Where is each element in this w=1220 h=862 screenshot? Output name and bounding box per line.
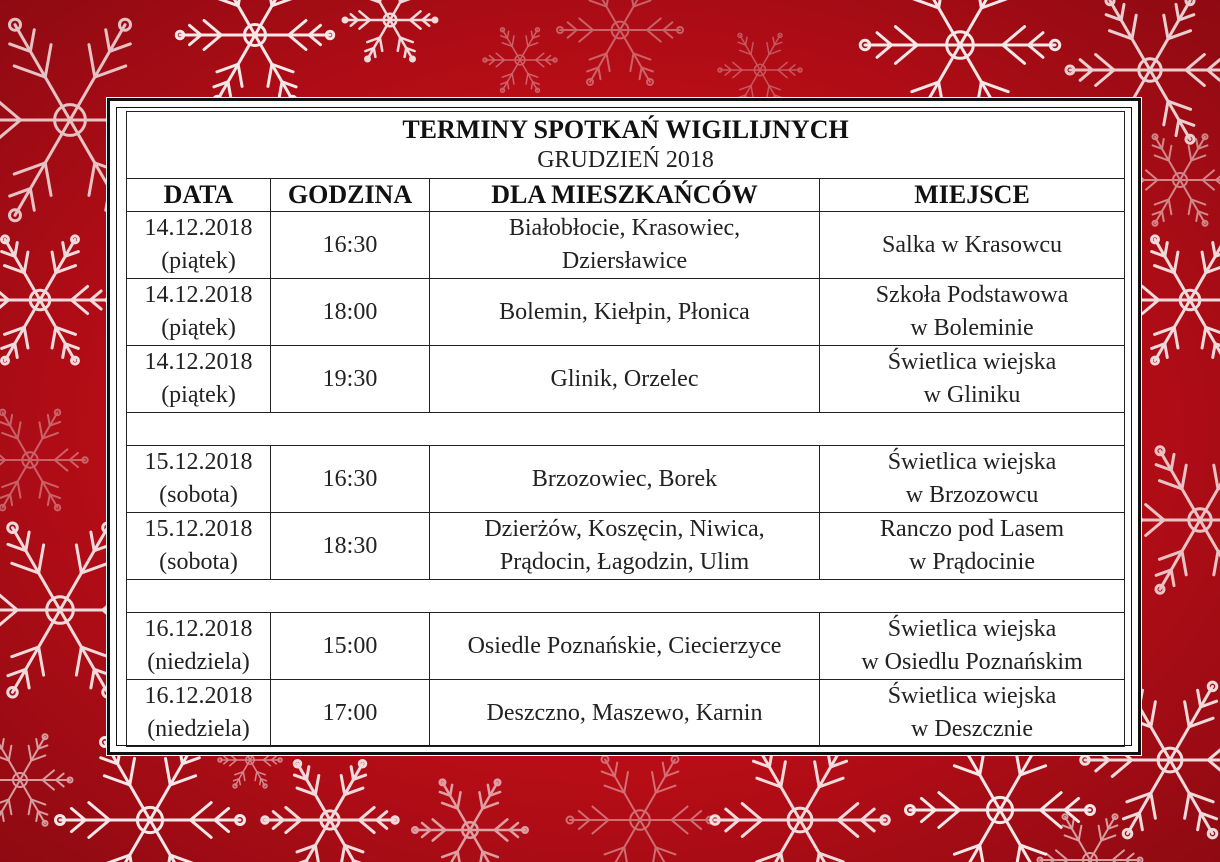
residents-cell	[430, 613, 820, 680]
header-miejsce: MIEJSCE	[820, 179, 1125, 212]
schedule-card	[107, 98, 1141, 755]
date-cell	[127, 279, 271, 346]
place-text: Świetlica wiejska	[887, 449, 1057, 475]
snowflake-icon	[0, 410, 88, 511]
residents-text: Białobłocie, Krasowiec,	[508, 215, 741, 241]
residents-cell	[430, 513, 820, 580]
time-cell	[271, 279, 430, 346]
page-subtitle: GRUDZIEŃ 2018	[537, 147, 714, 173]
snowflake-icon	[412, 780, 528, 862]
place-cell	[820, 212, 1125, 279]
time-text: 17:00	[322, 699, 378, 726]
snowflake-icon	[56, 738, 245, 862]
place-cell	[820, 680, 1125, 747]
place-text: Salka w Krasowcu	[882, 231, 1062, 258]
place-cell	[820, 513, 1125, 580]
date-text: 16.12.2018	[144, 616, 253, 642]
date-text: 14.12.2018	[144, 215, 253, 241]
weekday-text: (niedziela)	[147, 716, 250, 742]
snowflake-icon	[557, 0, 683, 85]
place-text-line2: w Deszcznie	[911, 716, 1033, 742]
date-text: 15.12.2018	[144, 449, 253, 475]
residents-text: Dzierżów, Koszęcin, Niwica,	[484, 516, 765, 542]
date-text: 15.12.2018	[144, 516, 253, 542]
time-cell	[271, 446, 430, 513]
snowflake-icon	[567, 756, 714, 862]
snowflake-icon	[176, 0, 334, 104]
snowflake-icon	[0, 236, 114, 364]
residents-text: Glinik, Orzelec	[550, 365, 699, 392]
time-text: 18:30	[322, 532, 378, 559]
time-cell	[271, 346, 430, 413]
page-title: TERMINY SPOTKAŃ WIGILIJNYCH	[402, 115, 849, 144]
time-cell	[271, 613, 430, 680]
date-cell	[127, 346, 271, 413]
residents-cell	[430, 446, 820, 513]
date-cell	[127, 680, 271, 747]
date-cell	[127, 613, 271, 680]
place-cell	[820, 279, 1125, 346]
header-godzina: GODZINA	[271, 179, 430, 212]
table-row	[127, 513, 1125, 580]
table-row	[127, 279, 1125, 346]
time-cell	[271, 513, 430, 580]
place-text: Świetlica wiejska	[887, 683, 1057, 709]
date-text: 14.12.2018	[144, 282, 253, 308]
time-cell	[271, 212, 430, 279]
date-text: 16.12.2018	[144, 683, 253, 709]
time-cell	[271, 680, 430, 747]
place-text-line2: w Brzozowcu	[905, 482, 1039, 508]
place-cell	[820, 613, 1125, 680]
time-text: 19:30	[322, 365, 378, 392]
residents-text-line2: Prądocin, Łagodzin, Ulim	[499, 549, 750, 575]
spacer-row	[127, 413, 1125, 446]
time-text: 18:00	[322, 298, 378, 325]
time-text: 16:30	[322, 465, 378, 492]
schedule-table	[126, 111, 1125, 747]
header-dla-mieszkancow: DLA MIESZKAŃCÓW	[430, 179, 820, 212]
snowflake-icon	[718, 33, 802, 106]
weekday-text: (niedziela)	[147, 649, 250, 675]
title-row	[127, 112, 1125, 179]
place-text-line2: w Boleminie	[910, 315, 1034, 341]
weekday-text: (sobota)	[159, 482, 238, 508]
snowflake-icon	[262, 760, 399, 862]
place-text: Ranczo pod Lasem	[880, 516, 1064, 542]
time-text: 16:30	[322, 231, 378, 258]
snowflake-icon	[711, 742, 890, 862]
residents-text: Brzozowiec, Borek	[531, 465, 718, 492]
date-cell	[127, 446, 271, 513]
table-row	[127, 446, 1125, 513]
place-text: Świetlica wiejska	[887, 349, 1057, 375]
date-cell	[127, 212, 271, 279]
residents-text-line2: Dziersławice	[561, 248, 688, 274]
residents-cell	[430, 680, 820, 747]
place-text-line2: w Osiedlu Poznańskim	[861, 649, 1083, 675]
place-text: Szkoła Podstawowa	[875, 282, 1069, 308]
residents-cell	[430, 279, 820, 346]
time-text: 15:00	[322, 632, 378, 659]
table-row	[127, 680, 1125, 747]
weekday-text: (sobota)	[159, 549, 238, 575]
residents-cell	[430, 346, 820, 413]
residents-text: Deszczno, Maszewo, Karnin	[486, 699, 763, 726]
weekday-text: (piątek)	[161, 248, 236, 274]
residents-text: Osiedle Poznańskie, Ciecierzyce	[467, 632, 782, 659]
spacer-row	[127, 580, 1125, 613]
residents-cell	[430, 212, 820, 279]
table-row	[127, 212, 1125, 279]
date-text: 14.12.2018	[144, 349, 253, 375]
snowflake-icon	[0, 734, 73, 826]
residents-text: Bolemin, Kiełpin, Płonica	[499, 298, 750, 325]
header-row	[127, 179, 1125, 212]
snowflake-icon	[1128, 134, 1220, 226]
snowflake-icon	[483, 28, 557, 93]
weekday-text: (piątek)	[161, 382, 236, 408]
place-cell	[820, 446, 1125, 513]
place-text-line2: w Gliniku	[923, 382, 1021, 408]
table-row	[127, 613, 1125, 680]
weekday-text: (piątek)	[161, 315, 236, 341]
place-text: Świetlica wiejska	[887, 616, 1057, 642]
place-text-line2: w Prądocinie	[909, 549, 1035, 575]
header-data: DATA	[127, 179, 271, 212]
place-cell	[820, 346, 1125, 413]
snowflake-icon	[343, 0, 438, 61]
date-cell	[127, 513, 271, 580]
table-row	[127, 346, 1125, 413]
